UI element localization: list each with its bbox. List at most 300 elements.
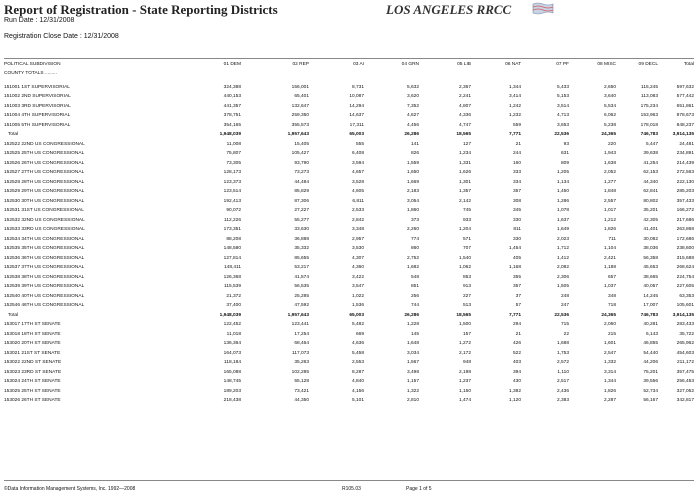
row-label: 153022 22ND ST SENATE — [4, 360, 62, 366]
cell-value: 5,632 — [406, 84, 419, 90]
cell-value: 153,963 — [640, 113, 658, 119]
cell-value: 2,241 — [458, 94, 471, 100]
cell-value: 35,332 — [294, 246, 309, 252]
table-row — [4, 396, 694, 406]
table-row — [4, 301, 694, 311]
row-label: 153020 20TH ST SENATE — [4, 341, 61, 347]
table-row — [4, 339, 694, 349]
row-label: 152531 31ST US CONGRESSIONAL — [4, 208, 84, 214]
row-label: 153021 21ST ST SENATE — [4, 350, 61, 356]
cell-value: 294 — [512, 322, 521, 328]
row-label: 153025 25TH ST SENATE — [4, 388, 61, 394]
table-row — [4, 111, 694, 121]
cell-value: 1,500 — [458, 322, 471, 328]
column-header: 08 MISC — [597, 62, 616, 67]
cell-value: 1,753 — [556, 350, 569, 356]
cell-value: 1,062 — [458, 265, 471, 271]
cell-value: 2,306 — [556, 274, 569, 280]
report-footer — [4, 483, 694, 495]
cell-value: 234,891 — [676, 151, 694, 157]
cell-value: 441,357 — [223, 103, 241, 109]
row-label: Total — [8, 312, 19, 318]
column-header: 09 DECL — [638, 62, 658, 67]
cell-value: 1,559 — [406, 160, 419, 166]
cell-value: 1,242 — [508, 103, 521, 109]
table-row — [4, 358, 694, 368]
table-header-row — [4, 60, 694, 69]
cell-value: 2,287 — [603, 398, 616, 404]
cell-value: 18,565 — [456, 312, 471, 318]
cell-value: 1,134 — [556, 179, 569, 185]
cell-value: 6,811 — [352, 198, 364, 204]
cell-value: 373 — [410, 217, 419, 223]
cell-value: 248 — [560, 293, 569, 299]
cell-value: 117,073 — [292, 350, 309, 356]
cell-value: 5,482 — [351, 322, 364, 328]
cell-value: 166,272 — [676, 208, 694, 214]
cell-value: 4,807 — [458, 103, 471, 109]
cell-value: 14,245 — [643, 293, 658, 299]
cell-value: 3,054 — [406, 198, 419, 204]
cell-value: 148,411 — [224, 265, 241, 271]
cell-value: 4,336 — [458, 113, 471, 119]
cell-value: 1,505 — [556, 284, 569, 290]
cell-value: 22 — [563, 331, 569, 337]
cell-value: 1,382 — [508, 388, 521, 394]
cell-value: 1,286 — [556, 198, 569, 204]
cell-value: 3,498 — [406, 369, 419, 375]
table-row — [4, 368, 694, 378]
row-label: 152540 40TH US CONGRESSIONAL — [4, 293, 85, 299]
cell-value: 848,237 — [676, 122, 694, 128]
cell-value: 57 — [515, 303, 521, 309]
cell-value: 3,620 — [406, 94, 419, 100]
table-row — [4, 83, 694, 93]
cell-value: 218,438 — [223, 398, 241, 404]
cell-value: 1,104 — [603, 246, 616, 252]
column-header: 01 DEM — [223, 62, 241, 67]
cell-value: 173,351 — [223, 227, 241, 233]
cell-value: 93,790 — [294, 160, 309, 166]
cell-value: 224,754 — [676, 274, 694, 280]
row-label: 152530 30TH US CONGRESSIONAL — [4, 198, 85, 204]
cell-value: 5,433 — [556, 84, 569, 90]
cell-value: 44,206 — [643, 360, 658, 366]
cell-value: 73,273 — [294, 170, 309, 176]
cell-value: 26,286 — [404, 312, 419, 318]
row-label: 152546 46TH US CONGRESSIONAL — [4, 303, 85, 309]
cell-value: 80,802 — [643, 198, 658, 204]
cell-value: 123,514 — [223, 189, 241, 195]
run-date: Run Date : 12/31/2008 — [4, 17, 75, 24]
cell-value: 55,277 — [294, 217, 309, 223]
table-row — [4, 349, 694, 359]
cell-value: 156,001 — [291, 84, 309, 90]
cell-value: 4,456 — [406, 122, 419, 128]
column-header: POLITICAL SUBDIVISION — [4, 62, 61, 67]
cell-value: 440,153 — [223, 94, 241, 100]
cell-value: 2,957 — [351, 236, 364, 242]
cell-value: 1,957,643 — [287, 132, 309, 138]
cell-value: 1,234 — [458, 151, 471, 157]
cell-value: 192,413 — [223, 198, 241, 204]
cell-value: 1,450 — [556, 189, 569, 195]
cell-value: 454,603 — [676, 350, 694, 356]
cell-value: 2,650 — [603, 84, 616, 90]
cell-value: 172,686 — [676, 236, 694, 242]
row-label: 152527 27TH US CONGRESSIONAL — [4, 170, 85, 176]
cell-value: 220 — [607, 141, 616, 147]
cell-value: 141 — [410, 141, 419, 147]
cell-value: 1,848 — [603, 189, 616, 195]
report-code: R105.03 — [342, 486, 361, 492]
cell-value: 2,052 — [603, 170, 616, 176]
cell-value: 38,036 — [643, 246, 658, 252]
cell-value: 35,201 — [643, 208, 658, 214]
registration-table — [4, 60, 694, 406]
cell-value: 3,594 — [351, 160, 364, 166]
cell-value: 744 — [410, 303, 419, 309]
cell-value: 41,254 — [643, 160, 658, 166]
cell-value: 1,601 — [603, 341, 616, 347]
cell-value: 2,557 — [603, 198, 616, 204]
cell-value: 1,078 — [556, 208, 569, 214]
cell-value: 2,572 — [556, 360, 569, 366]
cell-value: 55,128 — [294, 379, 309, 385]
cell-value: 112,226 — [224, 217, 241, 223]
table-row — [4, 387, 694, 397]
table-row — [4, 377, 694, 387]
cell-value: 63,353 — [679, 293, 694, 299]
cell-value: 3,422 — [351, 274, 364, 280]
cell-value: 1,637 — [556, 217, 569, 223]
cell-value: 1,826 — [603, 388, 616, 394]
cell-value: 1,037 — [603, 284, 616, 290]
table-row — [4, 225, 694, 235]
cell-value: 4,636 — [351, 341, 364, 347]
cell-value: 2,050 — [603, 322, 616, 328]
cell-value: 631 — [560, 151, 569, 157]
cell-value: 3,034 — [406, 350, 419, 356]
cell-value: 707 — [462, 246, 471, 252]
cell-value: 403 — [512, 360, 521, 366]
cell-value: 330 — [512, 217, 521, 223]
cell-value: 47,592 — [294, 303, 309, 309]
cell-value: 2,198 — [458, 369, 471, 375]
cell-value: 5,458 — [351, 350, 364, 356]
cell-value: 62,841 — [643, 189, 658, 195]
cell-value: 657 — [607, 274, 616, 280]
cell-value: 217,686 — [676, 217, 694, 223]
cell-value: 26,286 — [404, 132, 419, 138]
cell-value: 35,722 — [679, 331, 694, 337]
cell-value: 327,052 — [676, 388, 694, 394]
cell-value: 330 — [512, 236, 521, 242]
cell-value: 93 — [563, 141, 569, 147]
registration-close-date: Registration Close Date : 12/31/2008 — [4, 33, 119, 40]
cell-value: 165,088 — [223, 369, 241, 375]
cell-value: 1,669 — [406, 179, 419, 185]
cell-value: 7,771 — [508, 312, 521, 318]
cell-value: 8,731 — [351, 84, 364, 90]
cell-value: 2,082 — [556, 265, 569, 271]
cell-value: 268,624 — [676, 265, 694, 271]
cell-value: 548 — [410, 274, 419, 280]
cell-value: 2,553 — [351, 360, 364, 366]
cell-value: 1,277 — [603, 179, 616, 185]
cell-value: 2,547 — [603, 350, 616, 356]
table-row — [4, 273, 694, 283]
cell-value: 88,208 — [226, 236, 241, 242]
cell-value: 73,421 — [294, 388, 309, 394]
cell-value: 42,305 — [643, 217, 658, 223]
cell-value: 2,142 — [458, 198, 471, 204]
cell-value: 774 — [410, 236, 419, 242]
table-row — [4, 92, 694, 102]
cell-value: 357 — [512, 189, 521, 195]
cell-value: 1,540 — [458, 255, 471, 261]
cell-value: 357,433 — [676, 198, 694, 204]
cell-value: 285,203 — [676, 189, 694, 195]
cell-value: 38,665 — [643, 274, 658, 280]
column-header: 07 PF — [556, 62, 569, 67]
cell-value: 354,165 — [223, 122, 241, 128]
cell-value: 4,657 — [351, 170, 364, 176]
table-row — [4, 244, 694, 254]
cell-value: 215 — [607, 331, 616, 337]
cell-value: 244 — [512, 151, 521, 157]
cell-value: 1,957,643 — [287, 312, 309, 318]
cell-value: 115,245 — [641, 84, 658, 90]
cell-value: 3,547 — [351, 284, 364, 290]
cell-value: 73,305 — [226, 160, 241, 166]
cell-value: 6,408 — [351, 151, 364, 157]
cell-value: 56,167 — [643, 398, 658, 404]
cell-value: 1,022 — [351, 293, 364, 299]
cell-value: 357 — [512, 284, 521, 290]
column-header: 05 LIB — [457, 62, 471, 67]
cell-value: 1,948,039 — [219, 132, 241, 138]
table-row — [4, 121, 694, 131]
cell-value: 2,023 — [556, 236, 569, 242]
cell-value: 37 — [515, 293, 521, 299]
cell-value: 4,713 — [556, 113, 569, 119]
cell-value: 21 — [515, 141, 521, 147]
cell-value: 597,632 — [676, 84, 694, 90]
cell-value: 75,201 — [643, 369, 658, 375]
cell-value: 105,427 — [291, 151, 309, 157]
cell-value: 65,401 — [294, 94, 309, 100]
cell-value: 36,888 — [294, 236, 309, 242]
cell-value: 1,650 — [406, 170, 419, 176]
cell-value: 3,530 — [351, 246, 364, 252]
footer-divider — [4, 480, 694, 481]
row-label: 152534 34TH US CONGRESSIONAL — [4, 236, 85, 242]
table-row — [4, 149, 694, 159]
cell-value: 17,254 — [294, 331, 309, 337]
cell-value: 15,405 — [294, 141, 309, 147]
cell-value: 1,188 — [603, 265, 616, 271]
cell-value: 853 — [462, 274, 471, 280]
row-label: 153024 24TH ST SENATE — [4, 379, 61, 385]
cell-value: 1,826 — [603, 227, 616, 233]
cell-value: 227 — [462, 293, 471, 299]
cell-value: 2,421 — [603, 255, 616, 261]
cell-value: 1,948,039 — [219, 312, 241, 318]
cell-value: 123,441 — [291, 322, 309, 328]
row-label: 152539 39TH US CONGRESSIONAL — [4, 284, 85, 290]
column-header: 04 GRN — [401, 62, 419, 67]
cell-value: 2,183 — [406, 189, 419, 195]
cell-value: 1,454 — [508, 246, 521, 252]
cell-value: 3,528 — [351, 179, 364, 185]
row-label: 153017 17TH ST SENATE — [4, 322, 61, 328]
group-label-row — [4, 69, 694, 79]
cell-value: 238,600 — [676, 246, 694, 252]
cell-value: 35,263 — [294, 360, 309, 366]
cell-value: 333 — [512, 170, 521, 176]
cell-value: 39,556 — [643, 379, 658, 385]
cell-value: 5,534 — [603, 103, 616, 109]
report-title: Report of Registration - State Reporting Districts — [4, 2, 278, 17]
cell-value: 11,008 — [226, 141, 241, 147]
cell-value: 44,484 — [294, 179, 309, 185]
table-row — [4, 168, 694, 178]
cell-value: 17,007 — [643, 303, 658, 309]
column-header: 02 REP — [292, 62, 309, 67]
cell-value: 394 — [512, 369, 521, 375]
cell-value: 1,157 — [406, 379, 419, 385]
cell-value: 5,238 — [603, 122, 616, 128]
cell-value: 811 — [513, 227, 521, 233]
cell-value: 1,943 — [603, 151, 616, 157]
cell-value: 87,306 — [294, 198, 309, 204]
cell-value: 2,810 — [406, 398, 419, 404]
cell-value: 4,360 — [351, 265, 364, 271]
cell-value: 342,817 — [676, 398, 694, 404]
table-row — [4, 235, 694, 245]
cell-value: 7,771 — [508, 132, 521, 138]
cell-value: 8,287 — [351, 369, 364, 375]
cell-value: 128,173 — [223, 170, 241, 176]
cell-value: 11,018 — [226, 331, 241, 337]
cell-value: 4,840 — [351, 379, 364, 385]
cell-value: 577,442 — [676, 94, 694, 100]
row-label: 152537 37TH US CONGRESSIONAL — [4, 265, 85, 271]
cell-value: 3,653 — [556, 122, 569, 128]
cell-value: 746,783 — [640, 132, 658, 138]
cell-value: 10,087 — [349, 94, 364, 100]
cell-value: 136,364 — [223, 341, 241, 347]
cell-value: 3,414 — [508, 94, 521, 100]
cell-value: 2,367 — [458, 84, 471, 90]
table-row — [4, 254, 694, 264]
cell-value: 711 — [608, 236, 616, 242]
cell-value: 348 — [607, 293, 616, 299]
cell-value: 522 — [512, 350, 521, 356]
copyright-text: ©Data Information Management Systems, Inc. 1992—2008 — [4, 486, 136, 492]
cell-value: 17,311 — [349, 122, 364, 128]
cell-value: 227,605 — [676, 284, 694, 290]
brand-name: LOS ANGELES RRCC — [386, 2, 512, 17]
cell-value: 37,400 — [226, 303, 241, 309]
cell-value: 127 — [462, 141, 471, 147]
cell-value: 860 — [410, 246, 419, 252]
cell-value: 2,172 — [458, 350, 471, 356]
cell-value: 1,474 — [458, 398, 471, 404]
row-label: 151002 2ND SUPERVISORIAL — [4, 94, 71, 100]
cell-value: 405 — [512, 255, 521, 261]
cell-value: 6,143 — [645, 331, 658, 337]
cell-value: 1,331 — [458, 160, 471, 166]
cell-value: 3,914,135 — [672, 132, 694, 138]
table-row — [4, 178, 694, 188]
cell-value: 24,365 — [601, 312, 616, 318]
cell-value: 809 — [560, 160, 569, 166]
cell-value: 913 — [462, 284, 471, 290]
cell-value: 25,285 — [294, 293, 309, 299]
cell-value: 4,627 — [406, 113, 419, 119]
cell-value: 68,464 — [294, 341, 309, 347]
cell-value: 27,227 — [294, 208, 309, 214]
row-label: 152533 33RD US CONGRESSIONAL — [4, 227, 85, 233]
cell-value: 4,307 — [351, 255, 364, 261]
cell-value: 189,203 — [223, 388, 241, 394]
cell-value: 54,440 — [643, 350, 658, 356]
cell-value: 1,682 — [406, 265, 419, 271]
table-row — [4, 159, 694, 169]
cell-value: 5,101 — [351, 398, 364, 404]
cell-value: 24,481 — [679, 141, 694, 147]
cell-value: 1,649 — [556, 227, 569, 233]
cell-value: 30,082 — [643, 236, 658, 242]
cell-value: 651,861 — [676, 103, 694, 109]
column-header: 06 NAT — [505, 62, 521, 67]
cell-value: 21 — [515, 331, 521, 337]
cell-value: 1,205 — [556, 170, 569, 176]
cell-value: 746,783 — [640, 312, 658, 318]
table-row — [4, 216, 694, 226]
table-row — [4, 282, 694, 292]
cell-value: 3,640 — [603, 94, 616, 100]
cell-value: 1,150 — [458, 388, 471, 394]
table-row — [4, 187, 694, 197]
cell-value: 75,807 — [226, 151, 241, 157]
cell-value: 7,352 — [406, 103, 419, 109]
row-label: 153026 26TH ST SENATE — [4, 398, 61, 404]
cell-value: 555 — [355, 141, 364, 147]
table-row — [4, 320, 694, 330]
cell-value: 283,433 — [676, 322, 694, 328]
cell-value: 3,514 — [556, 103, 569, 109]
cell-value: 334 — [512, 179, 521, 185]
cell-value: 41,574 — [294, 274, 309, 280]
cell-value: 5,153 — [556, 94, 569, 100]
cell-value: 56,535 — [294, 284, 309, 290]
cell-value: 122,452 — [223, 322, 241, 328]
cell-value: 41,401 — [643, 227, 658, 233]
cell-value: 22,536 — [554, 312, 569, 318]
cell-value: 2,752 — [406, 255, 419, 261]
table-row — [4, 292, 694, 302]
cell-value: 1,017 — [603, 208, 616, 214]
cell-value: 90,072 — [226, 208, 241, 214]
cell-value: 222,130 — [676, 179, 694, 185]
cell-value: 1,357 — [458, 189, 471, 195]
cell-value: 1,232 — [508, 113, 521, 119]
cell-value: 1,120 — [508, 398, 521, 404]
cell-value: 324,388 — [223, 84, 241, 90]
